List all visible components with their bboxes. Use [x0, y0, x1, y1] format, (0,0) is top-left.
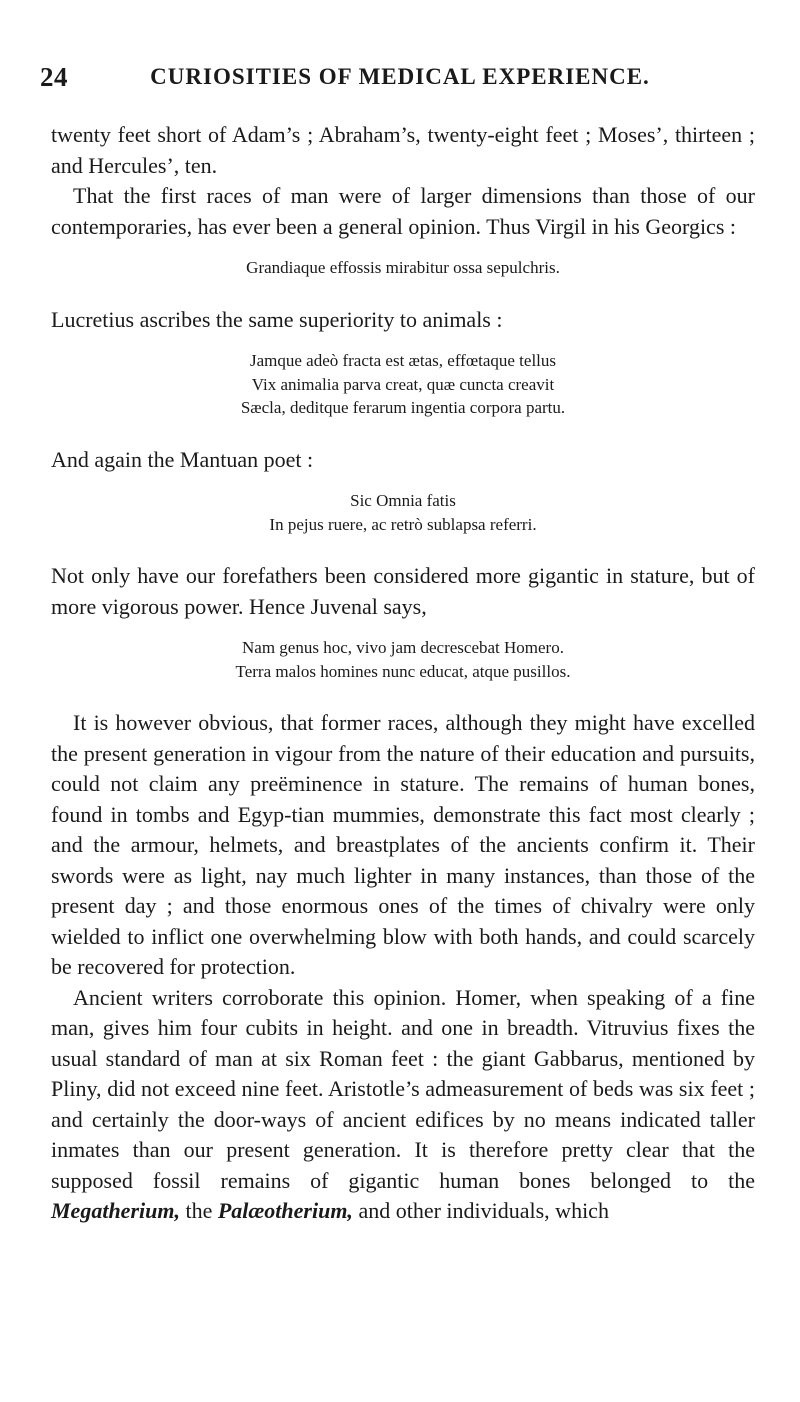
- paragraph-continuation: twenty feet short of Adam’s ; Abraham’s, twenty-eight feet ; Moses’, thirteen ; and Hercules’, ten.: [51, 122, 755, 178]
- paragraph-mantuan: And again the Mantuan poet :: [51, 446, 314, 472]
- paragraph-lucretius: Lucretius ascribes the same superiority to animals :: [51, 306, 503, 332]
- paragraph-juvenal: Not only have our forefathers been considered more gigantic in stature, but of more vigorous power. Hence Juvenal says,: [51, 563, 755, 619]
- quote-line: Vix animalia parva creat, quæ cuncta creavit: [251, 374, 555, 394]
- paragraph-former-races: It is however obvious, that former races, although they might have excelled the present generation in vigour from the nature of their education and pursuits, could not claim any preëminence in stature. The remains of human bones, found in tombs and Egyp-tian mummies, demonstrate this fact most clearly ; and the armour, helmets, and breastplates of the ancients confirm it. Their swords were as light, nay much lighter in many instances, than those of the present day ; and those enormous ones of the times of chivalry were only wielded to inflict one overwhelming blow with both hands, and could scarcely be recovered for protection.: [51, 710, 755, 979]
- quote-virgil: [51, 256, 755, 280]
- quote-line: Sæcla, deditque ferarum ingentia corpora partu.: [240, 398, 566, 417]
- term-megatherium: Megatherium,: [51, 1198, 180, 1223]
- paragraph-first-races: That the first races of man were of larger dimensions than those of our contemporaries, has ever been a general opinion. Thus Virgil in his Georgics :: [51, 183, 755, 239]
- quote-line: In pejus ruere, ac retrò sublapsa referri.: [269, 514, 537, 534]
- paragraph-text: and other individuals, which: [352, 1198, 609, 1223]
- quote-line: Sic Omnia fatis: [350, 491, 456, 510]
- paragraph-ancient-writers: [51, 983, 755, 1227]
- paragraph-text: the: [179, 1198, 218, 1223]
- quote-line: Terra malos homines nunc educat, atque pusillos.: [235, 661, 571, 681]
- paragraph-text: Ancient writers corroborate this opinion. Homer, when speaking of a fine man, gives him four cubits in height. and one in breadth. Vitruvius fixes the usual standard of man at six Roman feet : the giant Gabbarus, mentioned by Pliny, did not exceed nine feet. Aristotle’s admeasurement of beds was six feet ; and certainly the door-ways of ancient edifices by no means indicated taller inmates than our present generation. It is therefore pretty clear that the supposed fossil remains of gigantic human bones belonged to the: [51, 984, 755, 1193]
- quote-mantuan: [51, 489, 755, 536]
- term-palaeotherium: Palæotherium,: [217, 1198, 353, 1223]
- quote-lucretius: [51, 349, 755, 420]
- body-text: [51, 120, 755, 1227]
- quote-line: Grandiaque effossis mirabitur ossa sepulchris.: [246, 258, 560, 277]
- quote-line: Nam genus hoc, vivo jam decrescebat Homero.: [242, 638, 564, 657]
- quote-juvenal: [51, 636, 755, 683]
- page-header: [40, 62, 760, 102]
- quote-line: Jamque adeò fracta est ætas, effœtaque tellus: [249, 351, 557, 370]
- page-number: 24: [40, 62, 68, 92]
- running-head: CURIOSITIES OF MEDICAL EXPERIENCE.: [150, 64, 650, 89]
